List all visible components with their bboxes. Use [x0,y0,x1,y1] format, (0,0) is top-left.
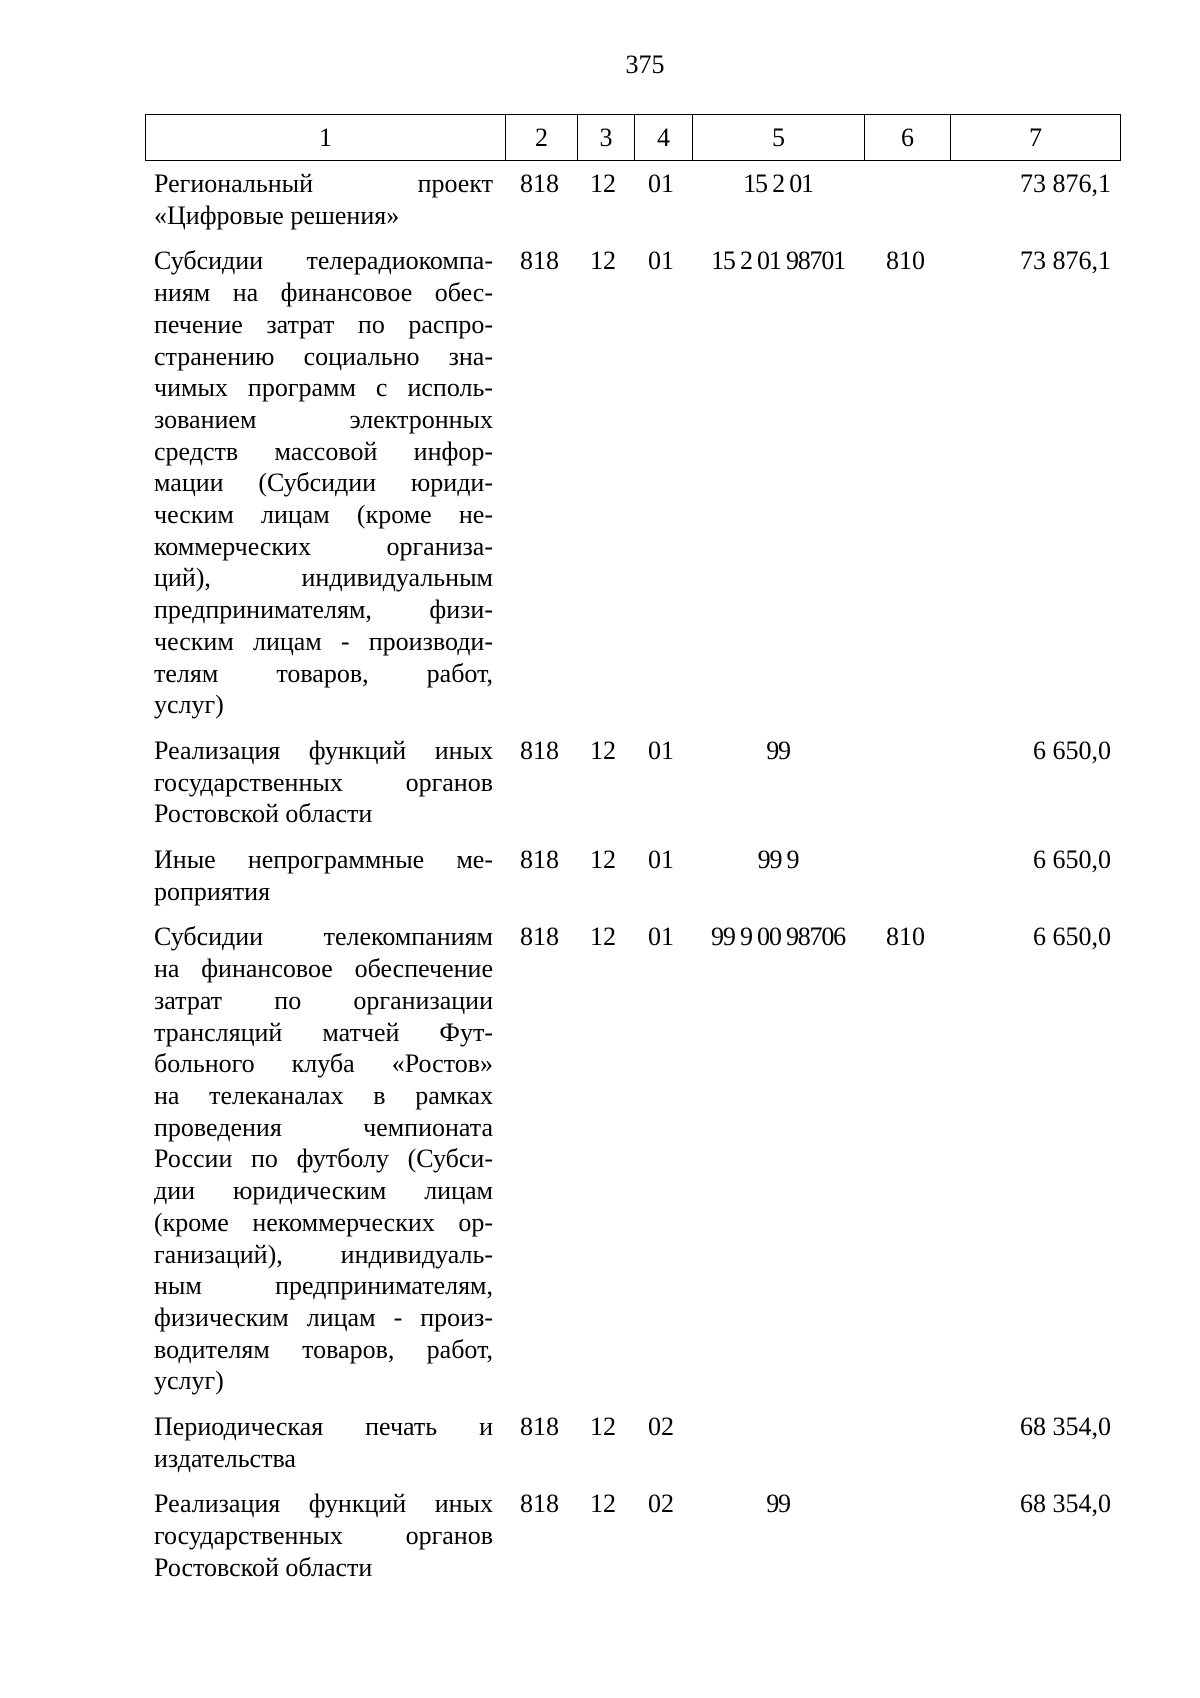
row-ministry-code: 818 [520,169,559,198]
row-name-line: проведения чемпионата [154,1112,493,1142]
header-col-2: 2 [506,115,578,161]
row-amount: 6 650,0 [1033,922,1111,952]
row-name-line: Субсидии телерадиокомпа- [154,246,493,276]
row-amount: 6 650,0 [1033,735,1111,765]
header-col-1: 1 [146,115,506,161]
row-name-line: странению социально зна- [154,341,493,371]
table-row [145,735,1120,844]
header-col-3: 3 [578,115,635,161]
header-col-6: 6 [865,115,951,161]
table-row [145,844,1120,921]
row-ministry-code: 818 [520,246,559,276]
row-ministry-code: 818 [520,1412,559,1442]
row-amount: 6 650,0 [1033,845,1111,875]
row-target-article: 15 2 01 [743,169,813,198]
table-row [145,245,1120,735]
row-target-article [692,1411,864,1488]
row-name-line: средств массовой инфор- [154,436,493,466]
row-subsection-code: 01 [648,169,674,198]
row-name-line: на финансовое обеспечение [154,954,493,984]
row-name-line: Периодическая печать и [154,1412,493,1442]
row-expense-type [864,1411,950,1488]
row-name [145,844,505,921]
row-ministry-code: 818 [520,735,559,765]
row-section-code: 12 [590,922,616,952]
row-section-code: 12 [590,845,616,875]
row-name-line: печение затрат по распро- [154,309,493,339]
row-name [145,245,505,735]
row-name-line: Иные непрограммные ме- [154,845,493,875]
row-target-article: 99 9 00 98706 [711,922,845,952]
row-name [145,735,505,844]
row-name-line: ческим лицам (кроме не- [154,500,493,530]
row-name-line: государственных органов [154,767,493,797]
header-col-4: 4 [635,115,693,161]
row-name-line: затрат по организации [154,985,493,1015]
row-name-line: предпринимателям, физи- [154,595,493,625]
row-name-line: ным предпринимателям, [154,1271,493,1301]
row-ministry-code: 818 [520,1489,559,1519]
row-name-line: мации (Субсидии юриди- [154,468,493,498]
header-col-5: 5 [693,115,865,161]
header-row [146,115,1121,161]
table-row [145,168,1120,245]
row-name [145,1411,505,1488]
row-name-line: Субсидии телекомпаниям [154,922,493,952]
page-number: 375 [625,50,665,79]
budget-table [145,168,1120,1598]
row-amount: 73 876,1 [1020,169,1111,198]
row-name-line: физическим лицам - произ- [154,1302,493,1332]
row-name-line: ческим лицам - производи- [154,626,493,656]
row-subsection-code: 01 [648,845,674,875]
row-ministry-code: 818 [520,845,559,875]
row-name-line: коммерческих организа- [154,531,493,561]
row-expense-type [864,844,950,921]
row-amount: 73 876,1 [1020,246,1111,276]
row-name-line: водителям товаров, работ, [154,1334,493,1364]
row-target-article: 99 [766,1489,790,1519]
row-name [145,168,505,245]
table-row [145,1411,1120,1488]
row-target-article: 99 9 [757,845,799,875]
row-section-code: 12 [590,735,616,765]
row-expense-type: 810 [886,246,925,276]
header-col-7: 7 [951,115,1121,161]
row-section-code: 12 [590,246,616,276]
row-amount: 68 354,0 [1020,1412,1111,1442]
row-name-line: издательства [154,1443,296,1473]
row-name-line: зованием электронных [154,404,493,434]
row-name-line: Ростовской области [154,1552,373,1582]
row-expense-type [864,735,950,844]
row-name-line: государственных органов [154,1521,493,1551]
row-name-line: на телеканалах в рамках [154,1080,493,1110]
table-row [145,1488,1120,1597]
row-ministry-code: 818 [520,922,559,952]
row-name-line: Реализация функций иных [154,1489,493,1519]
row-name-line: ниям на финансовое обес- [154,278,493,308]
row-name-line: дии юридическим лицам [154,1176,493,1206]
row-name [145,1488,505,1597]
row-target-article: 15 2 01 98701 [711,246,845,276]
row-name-line: трансляций матчей Фут- [154,1017,493,1047]
row-name-line: Реализация функций иных [154,735,493,765]
row-subsection-code: 02 [648,1412,674,1442]
row-expense-type [864,168,950,245]
table-row [145,921,1120,1411]
row-name-line: чимых программ с исполь- [154,373,493,403]
row-name-line: услуг) [154,690,224,720]
row-name-line: Ростовской области [154,799,373,829]
budget-table-body [145,168,1120,1598]
row-subsection-code: 01 [648,922,674,952]
row-section-code: 12 [590,169,616,198]
row-name-line: России по футболу (Субси- [154,1144,493,1174]
row-name-line: роприятия [154,876,271,906]
row-name-line: «Цифровые решения» [154,200,400,230]
row-section-code: 12 [590,1412,616,1442]
row-expense-type: 810 [886,922,925,952]
row-name-line: телям товаров, работ, [154,658,493,688]
row-amount: 68 354,0 [1020,1489,1111,1519]
row-name-line: услуг) [154,1366,224,1396]
row-subsection-code: 02 [648,1489,674,1519]
row-expense-type [864,1488,950,1597]
row-name-line: Региональный проект [154,169,493,198]
column-number-header [145,114,1121,161]
row-name-line: больного клуба «Ростов» [154,1049,493,1079]
row-name-line: (кроме некоммерческих ор- [154,1207,493,1237]
row-subsection-code: 01 [648,246,674,276]
row-subsection-code: 01 [648,735,674,765]
row-name-line: ганизаций), индивидуаль- [154,1239,493,1269]
row-name [145,921,505,1411]
row-target-article: 99 [766,735,790,765]
row-section-code: 12 [590,1489,616,1519]
row-name-line: ций), индивидуальным [154,563,493,593]
